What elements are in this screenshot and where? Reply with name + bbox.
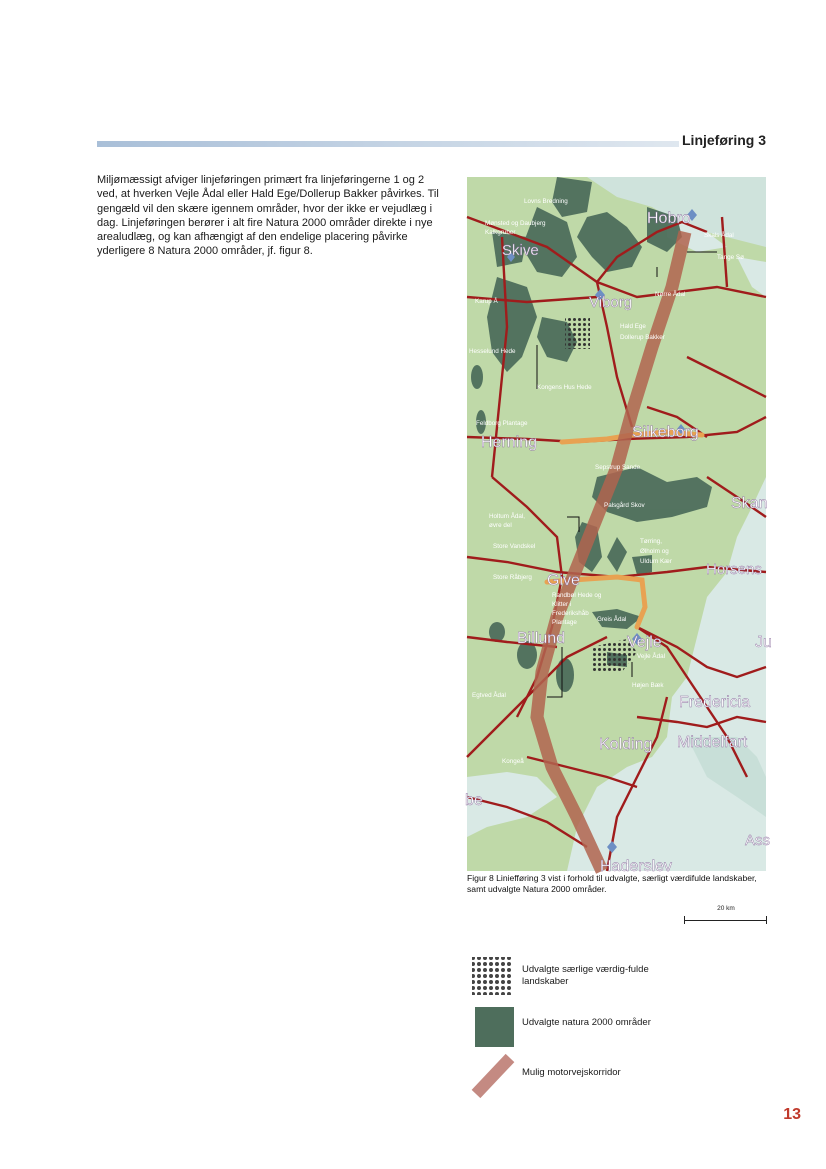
town-hobro: Hobro [647,210,691,227]
header-rule [97,141,679,147]
area-monsted: Mønsted og Daubjerg [485,220,546,227]
area-greis: Greis Ådal [597,616,627,623]
town-viborg: Viborg [589,294,633,311]
area-kalkgruber: Kalkgruber [485,229,516,236]
area-store-vandskel: Store Vandskel [493,543,536,550]
area-palsgard: Palsgård Skov [604,502,645,509]
town-skive: Skive [502,242,539,259]
scale-tick-right [766,916,767,924]
area-store-rabjerg: Store Råbjerg [493,574,532,581]
legend-natura-label: Udvalgte natura 2000 områder [522,1017,651,1028]
town-kolding: Kolding [599,736,653,753]
town-herning: Herning [481,434,538,451]
area-skals: Skals Ådal [704,232,734,239]
area-vejle-adal: Vejle Ådal [637,653,666,660]
town-ass: Ass [745,832,771,849]
area-nerle: Nørre Ådal [655,291,686,298]
legend-corridor-swatch [470,1052,520,1100]
legend-landscapes [470,955,649,1002]
town-middelfart: Middelfart [677,734,748,751]
town-horsens: Horsens [706,561,762,578]
town-skan: Skan [731,495,768,512]
area-egtved: Egtved Ådal [472,692,506,699]
area-holtum: Holtum Ådal, [489,513,526,520]
town-ju: Ju [755,634,772,651]
area-sepstrup: Sepstrup Sande [595,464,641,471]
route-map [465,177,772,875]
area-ovre-del: øvre del [489,522,512,529]
area-torring: Tørring, [640,538,663,545]
legend-landscapes-label: Udvalgte særlige værdig-fulde landskaber [522,964,649,987]
scale-label: 20 km [717,905,735,912]
area-randbol-4: Plantage [552,619,577,626]
legend-dots-swatch [470,955,514,997]
legend-corridor-label: Mulig motorvejskorridor [522,1067,621,1078]
area-hald: Hald Ege [620,323,646,330]
area-feldborg: Feldborg Plantage [476,420,528,427]
area-hesselund: Hesselund Hede [469,348,516,355]
area-karup: Karup Å [475,298,498,305]
page-number: 13 [783,1106,801,1123]
legend-corridor [470,1052,621,1105]
town-vejle: Vejle [627,634,662,651]
scale-bar [684,905,768,929]
town-fredericia: Fredericia [679,694,751,711]
town-billund: Billund [517,630,566,647]
area-randbol-3: Frederikshåb [552,610,589,617]
area-olholm: Ølholm og [640,548,669,555]
town-haderslev: Haderslev [600,858,673,875]
figure-caption: Figur 8 Liniefføring 3 vist i forhold til udvalgte, særligt værdifulde landskaber, samt udvalgte Natura 2000 områder. [467,873,757,894]
area-kongens: Kongens Hus Hede [537,384,592,391]
area-hoien: Højen Bæk [632,682,664,689]
area-uldum: Uldum Kær [640,558,672,565]
body-paragraph: Miljømæssigt afviger linjeføringen primært fra linjeføringerne 1 og 2 ved, at hverken Vejle Ådal eller Hald Ege/Dollerup Bakker påvirkes. Til gengæld vil den skære igennem områder, hvor der ikke er vejudlæg i dag. Linjeføringen berører i alt fire Natura 2000 områder direkte i nye arealudlæg, og kan afhængigt af den endelige placering påvirke yderligere 8 Natura 2000 områder, jf. figur 8. [97,174,439,258]
town-silkeborg: Silkeborg [632,424,699,441]
area-tange: Tange Sø [717,254,744,261]
area-dollerup: Dollerup Bakker [620,334,665,341]
area-randbol-2: Klitter i [552,601,572,608]
town-be: be [465,792,483,809]
area-kongea: Kongeå [502,758,524,765]
section-title: Linjeføring 3 [682,132,766,148]
town-give: Give [547,572,580,589]
area-lovns: Lovns Bredning [524,198,568,205]
scale-line [684,920,766,921]
legend-natura-swatch [475,1007,514,1047]
area-randbol-1: Randbøl Hede og [552,592,602,599]
